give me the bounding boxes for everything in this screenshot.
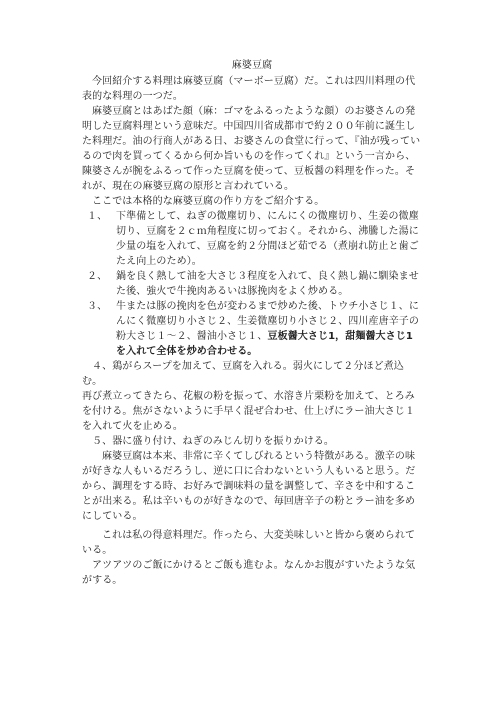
intro-paragraph: 今回紹介する料理は麻婆豆腐（マーボー豆腐）だ。これは四川料理の代表的な料理の一つだ。 [82, 76, 416, 102]
step-item-3 [82, 299, 422, 359]
step-text: 鍋を良く熱して油を大さじ３程度を入れて、良く熱し鍋に馴染ませた後、強火で牛挽肉あるいは豚挽肉をよく炒める。 [116, 271, 419, 297]
steps-list [82, 209, 422, 359]
step-item-1 [82, 209, 422, 269]
step5-line: ５、器に盛り付け、ねぎのみじん切りを振りかける。 [92, 436, 334, 447]
step-number: ３、 [87, 301, 108, 312]
step-text: 下準備として、ねぎの微塵切り、にんにくの微塵切り、生姜の微塵切り、豆腐を２ｃｍ角程度に切っておく。それから、沸騰した湯に少量の塩を入れて、豆腐を約２分間ほど茹でる（煮崩れ防止と歯ごたえ向上のため）。 [116, 211, 419, 267]
closing-paragraph-1: これは私の得意料理だ。作ったら、大変美味しいと皆から褒められている。 [82, 530, 416, 556]
step-text-bold: 豆板醤大さじ1，甜麺醤大さじ1を入れて全体を炒め合わせる。 [116, 331, 413, 357]
step-text [116, 299, 422, 359]
step-item-2 [82, 269, 422, 299]
closing-paragraph-2: アツアツのご飯にかけるとご飯も進むよ。なんかお腹がすいたような気がする。 [82, 560, 416, 586]
history-paragraph: 麻婆豆腐とはあばた顔（麻：ゴマをふるったような顔）のお婆さんの発明した豆腐料理という意味だ。中国四川省成都市で約２００年前に誕生した料理だ。油の行商人がある日、お婆さんの食堂に行って、『油が残っているので肉を買ってくるから何か旨いものを作ってくれ』という一言から、陳婆さんが腕をふるって作った豆腐を使って、豆板醤の料理を作った。それが、現在の麻婆豆腐の原形と言われている。 [82, 106, 421, 192]
remarks-paragraph: 麻婆豆腐は本来、非常に辛くてしびれるという特徴がある。激辛の味が好きな人もいるだろうし、逆に口に合わないという人もいると思う。だから、調理をする時、お好みで調味料の量を調整して、辛さを中和することが出来る。私は辛いものが好きなので、毎回唐辛子の粉とラー油を多めにしている。 [82, 451, 416, 522]
step4-continuation: 再び煮立ってきたら、花椒の粉を振って、水溶き片栗粉を加えて、とろみを付ける。焦がさないように手早く混ぜ合わせ、仕上げにラー油大さじ１を入れて火を止める。 [82, 391, 415, 432]
step-text-regular: 牛または豚の挽肉を色が変わるまで炒めた後、トウチ小さじ１、にんにく微塵切り小さじ２、生姜微塵切り小さじ２、四川産唐辛子の粉大さじ１～２、醤油小さじ１、 [116, 301, 419, 342]
document-title: 麻婆豆腐 [231, 60, 273, 71]
step4-line: ４、鶏がらスープを加えて、豆腐を入れる。弱火にして２分ほど煮込む。 [82, 361, 404, 387]
step-number: ２、 [87, 271, 108, 282]
document-page [82, 58, 422, 588]
lead-paragraph: ここでは本格的な麻婆豆腐の作り方をご紹介する。 [92, 196, 325, 207]
step-number: １、 [87, 211, 108, 222]
